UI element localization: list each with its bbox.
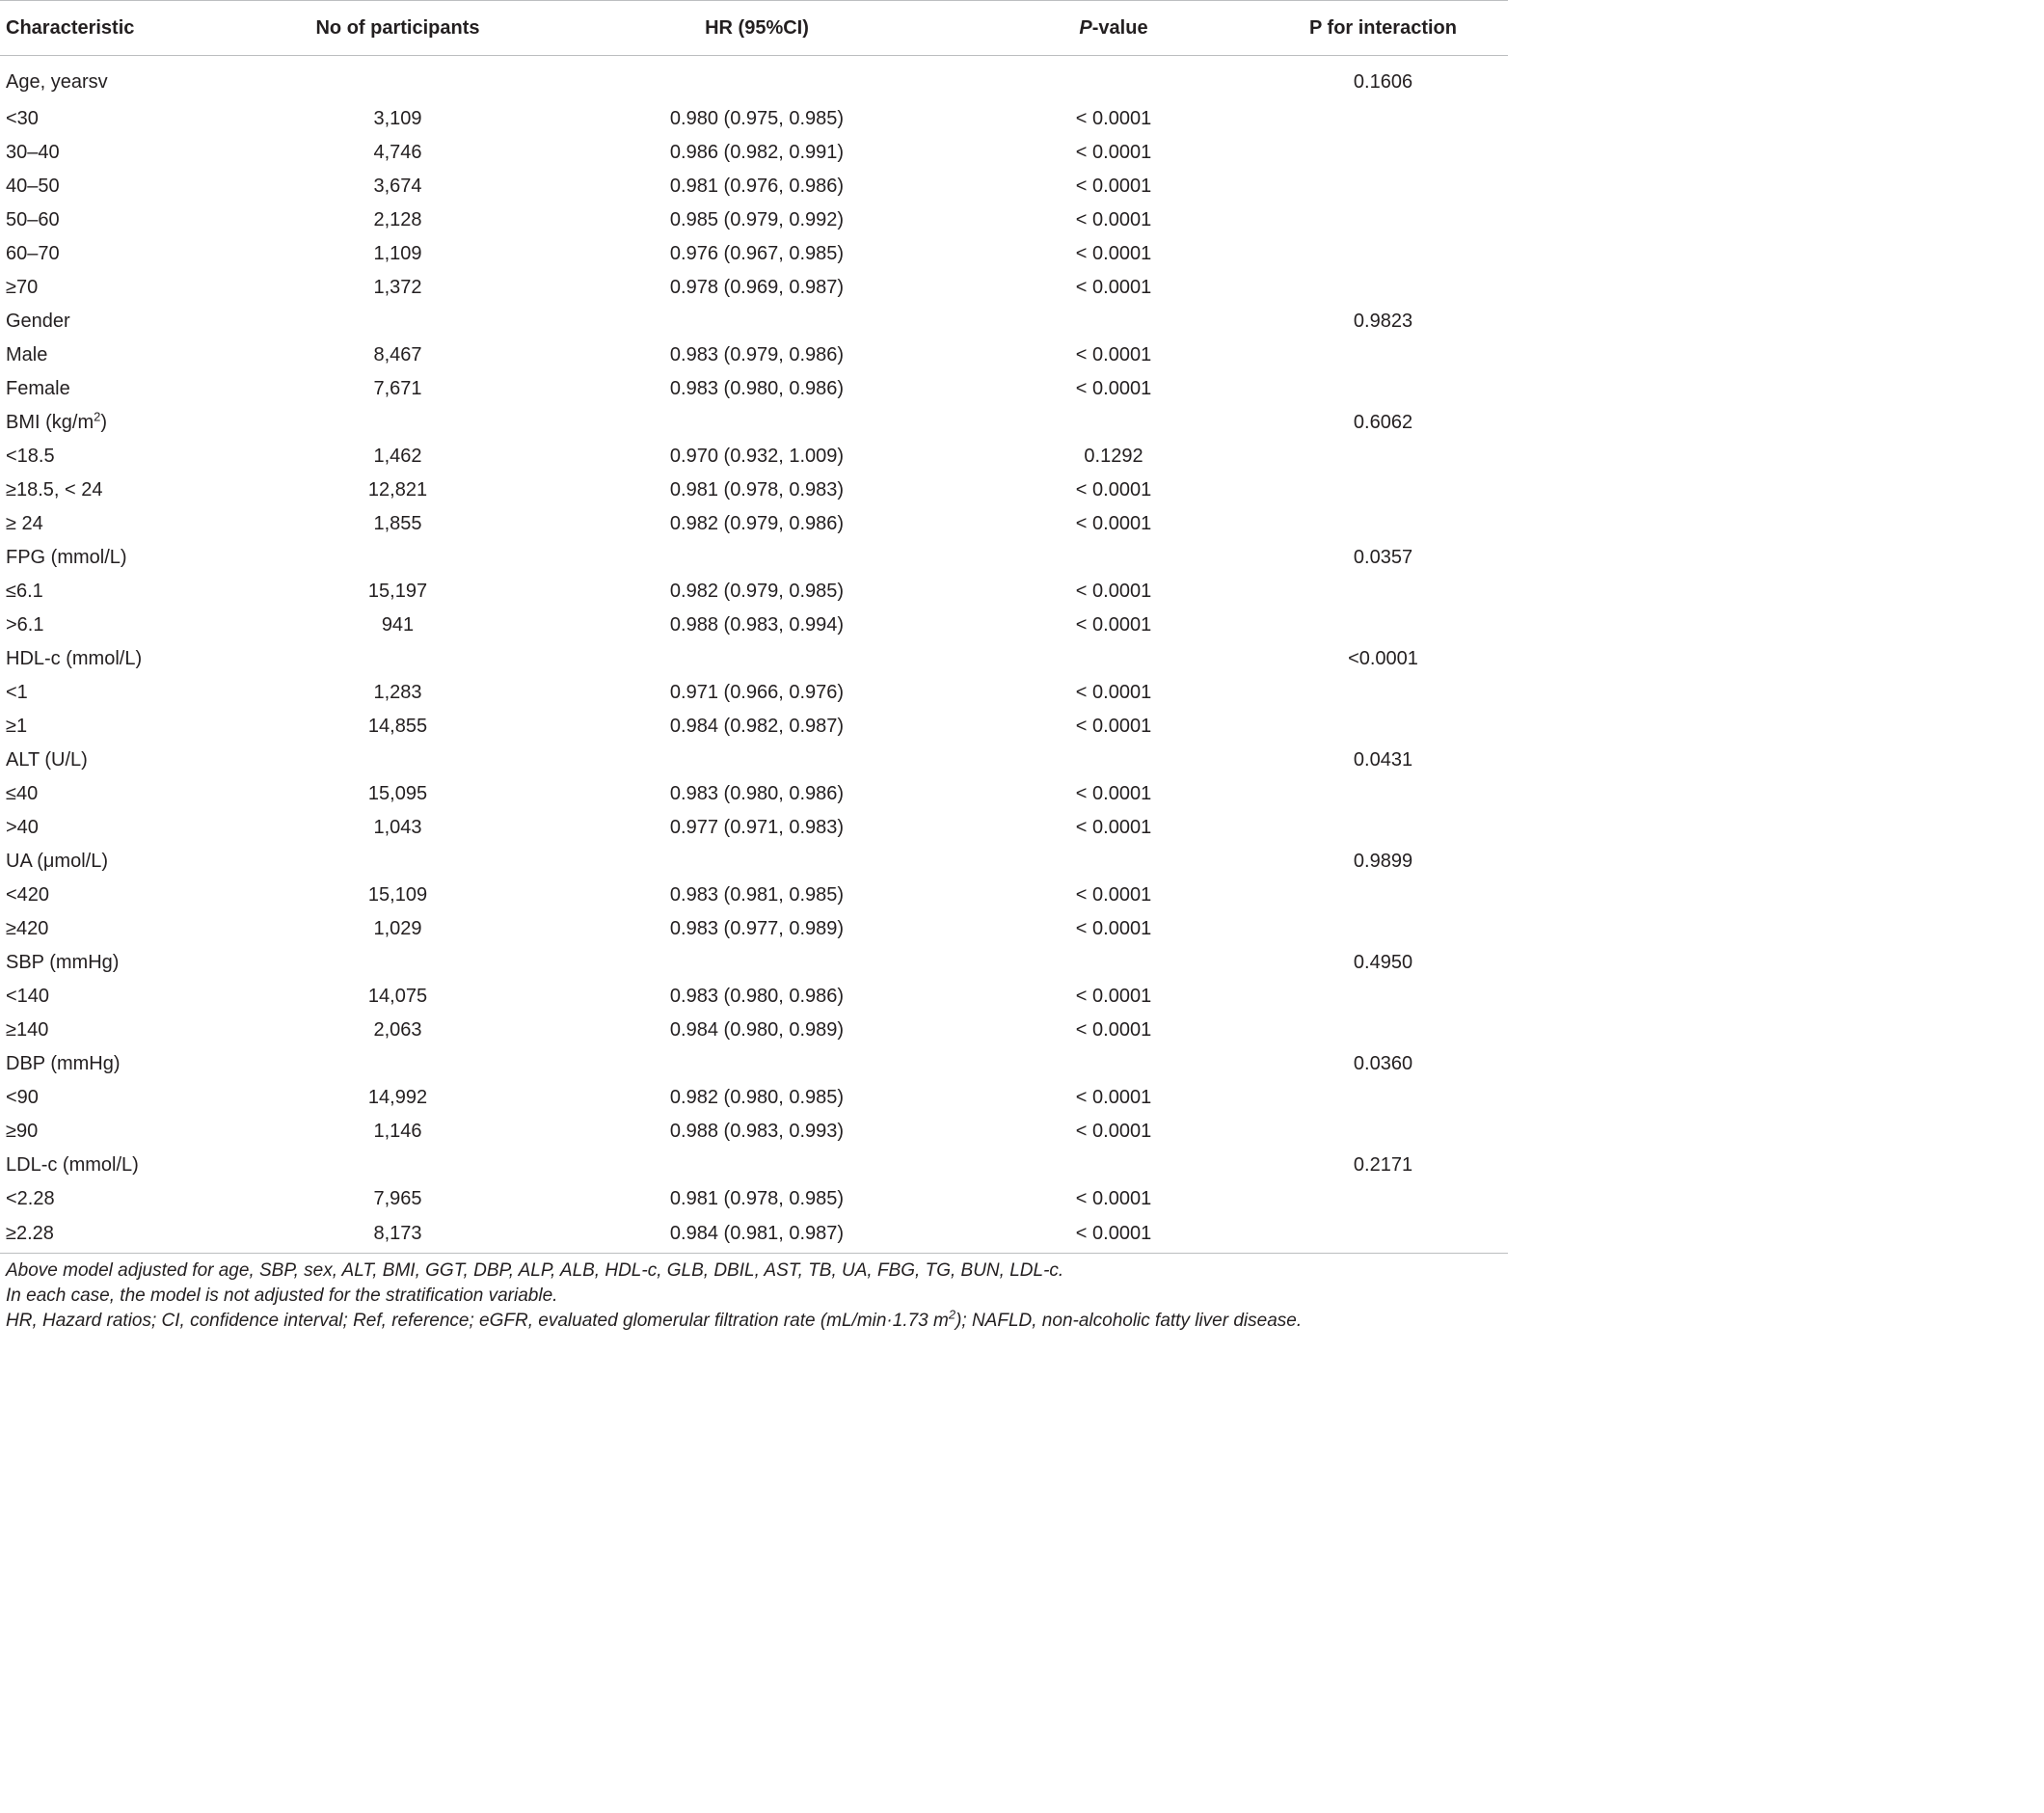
- cell-hazard-ratio: 0.983 (0.980, 0.986): [669, 782, 845, 804]
- cell-p-value: < 0.0001: [1075, 985, 1152, 1007]
- cell-p-value: < 0.0001: [1075, 681, 1152, 703]
- table-row: [0, 541, 1508, 575]
- cell-participants: 14,075: [367, 985, 428, 1007]
- cell-p-interaction: [1258, 777, 1508, 811]
- table-row: [0, 406, 1508, 440]
- cell-participants: [251, 1047, 545, 1081]
- cell-participants: [251, 1149, 545, 1182]
- table-row: [0, 811, 1508, 845]
- cell-characteristic: [0, 575, 251, 609]
- cell-characteristic: [0, 136, 251, 170]
- cell-participants: 8,173: [251, 1216, 545, 1254]
- cell-p-interaction: [1258, 372, 1508, 406]
- cell-p-interaction: 0.2171: [1353, 1153, 1413, 1176]
- cell-participants: [251, 845, 545, 879]
- cell-participants: 8,467: [373, 343, 422, 365]
- cell-p-value: < 0.0001: [1075, 1187, 1152, 1209]
- table-row: [0, 1115, 1508, 1149]
- cell-characteristic: [0, 372, 251, 406]
- cell-hazard-ratio: [545, 406, 969, 440]
- table-row: [0, 676, 1508, 710]
- header-p-value: [969, 1, 1258, 56]
- cell-p-value: [969, 305, 1258, 338]
- cell-characteristic: [0, 474, 251, 507]
- cell-p-value: < 0.0001: [1075, 613, 1152, 636]
- cell-participants: 14,855: [367, 715, 428, 737]
- cell-hazard-ratio: 0.982 (0.979, 0.985): [669, 580, 845, 602]
- cell-hazard-ratio: 0.980 (0.975, 0.985): [669, 107, 845, 129]
- cell-p-value: < 0.0001: [1075, 816, 1152, 838]
- cell-p-interaction: [1258, 507, 1508, 541]
- cell-p-value: [969, 946, 1258, 980]
- cell-hazard-ratio: 0.983 (0.981, 0.985): [669, 883, 845, 906]
- cell-p-value: < 0.0001: [1075, 276, 1152, 298]
- table-row: [0, 912, 1508, 946]
- cell-p-value: < 0.0001: [1075, 917, 1152, 939]
- characteristic-superscript: 2: [94, 408, 101, 423]
- cell-characteristic: [0, 1081, 251, 1115]
- cell-characteristic: [0, 811, 251, 845]
- cell-p-value: < 0.0001: [1075, 343, 1152, 365]
- cell-hazard-ratio: 0.983 (0.977, 0.989): [669, 917, 845, 939]
- cell-p-interaction: [1258, 338, 1508, 372]
- cell-p-value: [969, 1047, 1258, 1081]
- table-row: [0, 744, 1508, 777]
- characteristic-label: >6.1: [6, 613, 44, 636]
- table-footnotes: [6, 1258, 1302, 1334]
- characteristic-label: <420: [6, 883, 50, 906]
- cell-participants: 3,674: [373, 175, 422, 197]
- header-p-interaction: P for interaction: [1258, 1, 1508, 56]
- cell-hazard-ratio: [545, 541, 969, 575]
- cell-p-interaction: 0.0360: [1353, 1052, 1413, 1074]
- table-row: [0, 305, 1508, 338]
- characteristic-label: 50–60: [6, 208, 60, 230]
- table-row: [0, 338, 1508, 372]
- cell-p-interaction: [1258, 1182, 1508, 1216]
- characteristic-label: <30: [6, 107, 39, 129]
- cell-p-interaction: [1258, 271, 1508, 305]
- cell-p-interaction: <0.0001: [1348, 647, 1418, 669]
- cell-hazard-ratio: 0.988 (0.983, 0.993): [669, 1120, 845, 1142]
- cell-hazard-ratio: 0.981 (0.976, 0.986): [669, 175, 845, 197]
- cell-hazard-ratio: 0.970 (0.932, 1.009): [669, 445, 845, 467]
- cell-characteristic: [0, 1216, 251, 1254]
- cell-p-interaction: [1258, 1014, 1508, 1047]
- cell-p-interaction: [1258, 609, 1508, 642]
- cell-p-value: < 0.0001: [1075, 377, 1152, 399]
- table-row: [0, 609, 1508, 642]
- cell-hazard-ratio: 0.981 (0.978, 0.985): [669, 1187, 845, 1209]
- characteristic-label: 40–50: [6, 175, 60, 197]
- cell-hazard-ratio: 0.984 (0.981, 0.987): [545, 1216, 969, 1254]
- cell-characteristic: [0, 946, 251, 980]
- characteristic-label: ALT (U/L): [6, 748, 88, 771]
- cell-p-interaction: [1258, 474, 1508, 507]
- cell-p-value: < 0.0001: [969, 1216, 1258, 1254]
- characteristic-label: 30–40: [6, 141, 60, 163]
- characteristic-label: ≥140: [6, 1018, 49, 1041]
- characteristic-label: ≤40: [6, 782, 39, 804]
- cell-p-interaction: 0.6062: [1353, 411, 1413, 433]
- characteristic-label: DBP (mmHg): [6, 1052, 121, 1074]
- cell-participants: 3,109: [373, 107, 422, 129]
- cell-p-interaction: [1258, 136, 1508, 170]
- cell-characteristic: [0, 710, 251, 744]
- characteristic-label: Gender: [6, 310, 70, 332]
- cell-characteristic: [0, 1182, 251, 1216]
- header-row: [0, 1, 1508, 56]
- cell-characteristic: [0, 203, 251, 237]
- cell-characteristic: [0, 406, 251, 440]
- cell-characteristic: [0, 609, 251, 642]
- cell-p-interaction: [1258, 1081, 1508, 1115]
- characteristic-label: SBP (mmHg): [6, 951, 120, 973]
- table-row: [0, 879, 1508, 912]
- cell-participants: 1,109: [373, 242, 422, 264]
- cell-p-value: < 0.0001: [1075, 512, 1152, 534]
- cell-p-value: 0.1292: [1084, 445, 1143, 467]
- table-row: [0, 575, 1508, 609]
- cell-p-interaction: 0.0431: [1353, 748, 1413, 771]
- table-body: [0, 56, 1508, 1254]
- cell-p-interaction: [1258, 1115, 1508, 1149]
- characteristic-label: <18.5: [6, 445, 55, 467]
- table-row: [0, 845, 1508, 879]
- cell-p-interaction: 0.1606: [1353, 71, 1413, 94]
- cell-p-interaction: [1258, 912, 1508, 946]
- cell-p-value: < 0.0001: [1075, 715, 1152, 737]
- cell-participants: 12,821: [367, 478, 428, 501]
- table-row: [0, 642, 1508, 676]
- characteristic-label: ≥ 24: [6, 512, 43, 534]
- cell-p-interaction: 0.4950: [1353, 951, 1413, 973]
- cell-p-value: < 0.0001: [1075, 1018, 1152, 1041]
- cell-participants: 1,283: [373, 681, 422, 703]
- cell-participants: [251, 642, 545, 676]
- table-row: [0, 710, 1508, 744]
- cell-characteristic: [0, 507, 251, 541]
- cell-participants: [251, 744, 545, 777]
- cell-hazard-ratio: 0.988 (0.983, 0.994): [669, 613, 845, 636]
- cell-p-value: < 0.0001: [1075, 1086, 1152, 1108]
- cell-characteristic: [0, 980, 251, 1014]
- footnote-abbreviations-text: HR, Hazard ratios; CI, confidence interval; Ref, reference; eGFR, evaluated glomerular filtration rate (mL/min·1.73 m: [6, 1311, 949, 1331]
- cell-hazard-ratio: 0.981 (0.978, 0.983): [669, 478, 845, 501]
- table-row: [0, 271, 1508, 305]
- characteristic-label: ≥420: [6, 917, 49, 939]
- table-row: [0, 507, 1508, 541]
- characteristic-label: ≥2.28: [6, 1223, 54, 1244]
- cell-hazard-ratio: [545, 56, 969, 102]
- cell-characteristic: [0, 440, 251, 474]
- header-p-italic: P: [1079, 16, 1092, 39]
- cell-p-value: < 0.0001: [1075, 242, 1152, 264]
- table-row: [0, 1182, 1508, 1216]
- table-row: [0, 170, 1508, 203]
- cell-participants: 2,063: [373, 1018, 422, 1041]
- cell-characteristic: [0, 777, 251, 811]
- cell-p-value: < 0.0001: [1075, 208, 1152, 230]
- header-characteristic: Characteristic: [0, 1, 251, 56]
- footnote-stratification: In each case, the model is not adjusted for the stratification variable.: [6, 1285, 558, 1306]
- cell-characteristic: [0, 56, 251, 102]
- characteristic-label: UA (μmol/L): [6, 850, 108, 872]
- cell-p-value: < 0.0001: [1075, 175, 1152, 197]
- cell-characteristic: [0, 305, 251, 338]
- cell-p-interaction: [1258, 710, 1508, 744]
- characteristic-label: ≥90: [6, 1120, 39, 1142]
- characteristic-label: ≥18.5, < 24: [6, 478, 103, 501]
- cell-p-interaction: 0.9899: [1353, 850, 1413, 872]
- cell-p-interaction: [1258, 676, 1508, 710]
- characteristic-label: FPG (mmol/L): [6, 546, 127, 568]
- cell-participants: 14,992: [367, 1086, 428, 1108]
- table-row: [0, 102, 1508, 136]
- table-row: [0, 372, 1508, 406]
- footnote-abbreviations-end: ); NAFLD, non-alcoholic fatty liver disease.: [955, 1311, 1303, 1331]
- cell-participants: 7,965: [373, 1187, 422, 1209]
- cell-p-value: < 0.0001: [1075, 141, 1152, 163]
- cell-characteristic: [0, 642, 251, 676]
- characteristic-label: 60–70: [6, 242, 60, 264]
- cell-hazard-ratio: 0.971 (0.966, 0.976): [669, 681, 845, 703]
- table-row: [0, 1149, 1508, 1182]
- cell-p-value: [969, 845, 1258, 879]
- cell-participants: 1,855: [373, 512, 422, 534]
- characteristic-label: ≥70: [6, 276, 39, 298]
- cell-p-value: < 0.0001: [1075, 782, 1152, 804]
- characteristic-label: Female: [6, 377, 70, 399]
- cell-participants: 2,128: [373, 208, 422, 230]
- cell-hazard-ratio: 0.983 (0.979, 0.986): [669, 343, 845, 365]
- cell-hazard-ratio: 0.985 (0.979, 0.992): [669, 208, 845, 230]
- cell-characteristic: [0, 1115, 251, 1149]
- cell-p-value: < 0.0001: [1075, 478, 1152, 501]
- characteristic-label: BMI (kg/m: [6, 411, 94, 433]
- cell-hazard-ratio: 0.984 (0.982, 0.987): [669, 715, 845, 737]
- cell-hazard-ratio: 0.977 (0.971, 0.983): [669, 816, 845, 838]
- cell-hazard-ratio: 0.982 (0.979, 0.986): [669, 512, 845, 534]
- cell-participants: 15,197: [367, 580, 428, 602]
- cell-hazard-ratio: [545, 1047, 969, 1081]
- cell-hazard-ratio: 0.984 (0.980, 0.989): [669, 1018, 845, 1041]
- cell-hazard-ratio: 0.986 (0.982, 0.991): [669, 141, 845, 163]
- cell-p-value: < 0.0001: [1075, 107, 1152, 129]
- cell-characteristic: [0, 237, 251, 271]
- cell-characteristic: [0, 879, 251, 912]
- cell-hazard-ratio: [545, 946, 969, 980]
- cell-p-interaction: [1258, 575, 1508, 609]
- characteristic-suffix: ): [100, 411, 108, 433]
- characteristic-label: >40: [6, 816, 39, 838]
- header-participants: No of participants: [251, 1, 545, 56]
- characteristic-label: ≥1: [6, 715, 28, 737]
- cell-p-value: < 0.0001: [1075, 1120, 1152, 1142]
- cell-participants: 1,462: [373, 445, 422, 467]
- cell-characteristic: [0, 170, 251, 203]
- cell-hazard-ratio: [545, 1149, 969, 1182]
- cell-participants: [251, 406, 545, 440]
- cell-participants: 1,029: [373, 917, 422, 939]
- characteristic-label: ≤6.1: [6, 580, 43, 602]
- header-p-rest: -value: [1091, 16, 1148, 39]
- table-row: [0, 1216, 1508, 1254]
- cell-participants: [251, 56, 545, 102]
- table-row: [0, 237, 1508, 271]
- table-row: [0, 203, 1508, 237]
- cell-participants: 7,671: [373, 377, 422, 399]
- cell-p-interaction: [1258, 811, 1508, 845]
- cell-characteristic: [0, 1149, 251, 1182]
- characteristic-label: Male: [6, 343, 48, 365]
- cell-p-value: [969, 406, 1258, 440]
- table-row: [0, 136, 1508, 170]
- cell-p-interaction: [1258, 1216, 1508, 1254]
- cell-p-interaction: [1258, 440, 1508, 474]
- characteristic-label: HDL-c (mmol/L): [6, 647, 143, 669]
- cell-participants: 4,746: [373, 141, 422, 163]
- cell-p-interaction: [1258, 879, 1508, 912]
- cell-hazard-ratio: [545, 744, 969, 777]
- characteristic-label: <2.28: [6, 1187, 55, 1209]
- cell-p-interaction: [1258, 237, 1508, 271]
- cell-p-interaction: [1258, 203, 1508, 237]
- table-row: [0, 1014, 1508, 1047]
- cell-characteristic: [0, 912, 251, 946]
- cell-p-value: [969, 1149, 1258, 1182]
- footnote-adjustment: Above model adjusted for age, SBP, sex, ALT, BMI, GGT, DBP, ALP, ALB, HDL-c, GLB, DBIL, AST, TB, UA, FBG, TG, BUN, LDL-c.: [6, 1260, 1064, 1281]
- cell-hazard-ratio: 0.983 (0.980, 0.986): [669, 985, 845, 1007]
- cell-characteristic: [0, 1014, 251, 1047]
- cell-characteristic: [0, 541, 251, 575]
- cell-characteristic: [0, 676, 251, 710]
- cell-hazard-ratio: 0.976 (0.967, 0.985): [669, 242, 845, 264]
- cell-hazard-ratio: [545, 642, 969, 676]
- cell-p-interaction: [1258, 170, 1508, 203]
- cell-hazard-ratio: [545, 845, 969, 879]
- table-row: [0, 1081, 1508, 1115]
- cell-p-interaction: [1258, 102, 1508, 136]
- cell-p-interaction: 0.9823: [1353, 310, 1413, 332]
- characteristic-label: <90: [6, 1086, 39, 1108]
- table-row: [0, 777, 1508, 811]
- cell-participants: 15,095: [367, 782, 428, 804]
- cell-participants: 941: [381, 613, 415, 636]
- cell-p-value: [969, 744, 1258, 777]
- cell-characteristic: [0, 338, 251, 372]
- cell-characteristic: [0, 102, 251, 136]
- cell-participants: 1,146: [373, 1120, 422, 1142]
- table-header: [0, 1, 1508, 56]
- cell-p-value: [969, 642, 1258, 676]
- cell-characteristic: [0, 845, 251, 879]
- cell-p-value: [969, 56, 1258, 102]
- table-row: [0, 474, 1508, 507]
- characteristic-label: Age, yearsv: [6, 71, 108, 94]
- table-row: [0, 980, 1508, 1014]
- cell-p-interaction: 0.0357: [1353, 546, 1413, 568]
- cell-p-interaction: [1258, 980, 1508, 1014]
- characteristic-label: <1: [6, 681, 28, 703]
- table-row: [0, 1047, 1508, 1081]
- header-hr: HR (95%CI): [545, 1, 969, 56]
- footnote-abbreviations: [6, 1309, 1302, 1334]
- cell-participants: [251, 541, 545, 575]
- characteristic-label: LDL-c (mmol/L): [6, 1153, 139, 1176]
- cell-participants: 1,372: [373, 276, 422, 298]
- cell-participants: [251, 305, 545, 338]
- cell-participants: [251, 946, 545, 980]
- cell-participants: 1,043: [373, 816, 422, 838]
- table-row: [0, 946, 1508, 980]
- cell-hazard-ratio: [545, 305, 969, 338]
- cell-characteristic: [0, 744, 251, 777]
- cell-hazard-ratio: 0.983 (0.980, 0.986): [669, 377, 845, 399]
- characteristic-label: <140: [6, 985, 50, 1007]
- cell-hazard-ratio: 0.978 (0.969, 0.987): [669, 276, 845, 298]
- cell-p-value: [969, 541, 1258, 575]
- table-row: [0, 440, 1508, 474]
- cell-participants: 15,109: [367, 883, 428, 906]
- cell-hazard-ratio: 0.982 (0.980, 0.985): [669, 1086, 845, 1108]
- table-row: [0, 56, 1508, 102]
- cell-characteristic: [0, 1047, 251, 1081]
- cell-p-value: < 0.0001: [1075, 883, 1152, 906]
- cell-p-value: < 0.0001: [1075, 580, 1152, 602]
- footnote-superscript: 2: [948, 1307, 956, 1322]
- cell-characteristic: [0, 271, 251, 305]
